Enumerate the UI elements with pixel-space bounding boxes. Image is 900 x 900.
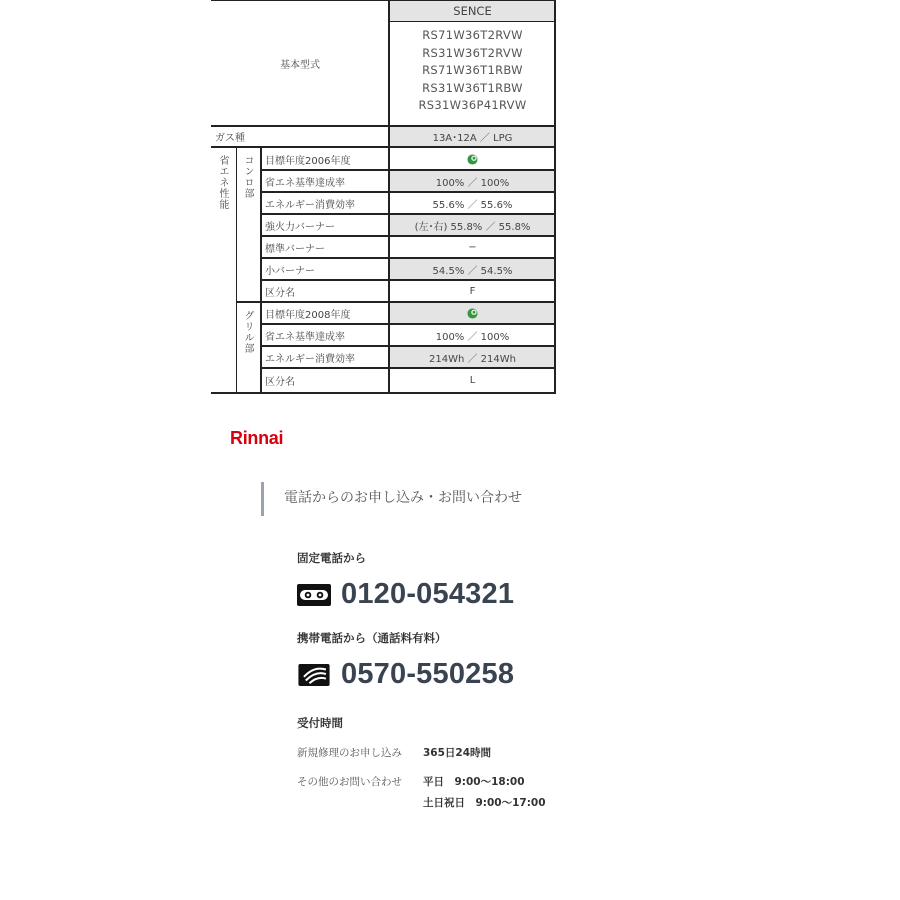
- model-item: RS71W36T2RVW: [422, 28, 523, 42]
- gas-type-value-text: 13A･12A ／ LPG: [432, 132, 513, 144]
- grill-row-label: エネルギー消費効率: [265, 353, 355, 365]
- gas-type-text: ガス種: [215, 132, 245, 144]
- basic-model-text: 基本型式: [280, 59, 320, 71]
- stove-row-value: −: [468, 241, 477, 253]
- stove-row-label: 標準バーナー: [265, 243, 325, 255]
- stove-row-label: エネルギー消費効率: [265, 199, 355, 211]
- freedial-icon: [297, 584, 331, 606]
- grill-row-value: [389, 302, 556, 324]
- mobile-phone[interactable]: [297, 658, 514, 691]
- energy-saving-label: 省エネ性能: [217, 155, 228, 210]
- hours-value: 平日 9:00～18:00: [423, 776, 525, 788]
- stove-section-label: コンロ部: [242, 155, 253, 199]
- landline-number[interactable]: 0120-054321: [341, 578, 515, 610]
- stove-row-value: 54.5% ／ 54.5%: [432, 265, 513, 277]
- model-list: [389, 27, 556, 115]
- stove-row-label: 省エネ基準達成率: [265, 177, 345, 189]
- stove-row-label: 目標年度2006年度: [265, 155, 351, 167]
- model-item: RS31W36T1RBW: [422, 80, 523, 95]
- hours-title: 受付時間: [297, 716, 343, 730]
- stove-row-value: [389, 148, 556, 170]
- basic-model-label: [211, 0, 389, 126]
- navi-dial-icon: [297, 664, 331, 686]
- gas-type-label: [211, 126, 389, 146]
- stove-row-value: 55.6% ／ 55.6%: [432, 199, 513, 211]
- landline-phone[interactable]: [297, 578, 514, 611]
- stove-row-value: 100% ／ 100%: [435, 177, 510, 189]
- spec-table: [211, 0, 556, 395]
- stove-row-value: (左･右) 55.8% ／ 55.8%: [414, 221, 531, 233]
- grill-row-label: 区分名: [265, 376, 295, 388]
- eco-mark-icon: [467, 154, 478, 165]
- grill-row-value: 214Wh ／ 214Wh: [429, 353, 516, 365]
- eco-mark-icon: [467, 308, 478, 319]
- stove-row-value: F: [469, 285, 476, 297]
- mobile-label: 携帯電話から（通話料有料）: [297, 631, 447, 645]
- stove-row-label: 強火力バーナー: [265, 221, 335, 233]
- stove-row-label: 区分名: [265, 287, 295, 299]
- model-item: RS31W36P41RVW: [418, 98, 527, 112]
- series-name: SENCE: [453, 3, 492, 18]
- hours-label: その他のお問い合わせ: [297, 776, 402, 788]
- contact-heading: 電話からのお申し込み・お問い合わせ: [284, 490, 522, 506]
- grill-row-label: 省エネ基準達成率: [265, 331, 345, 343]
- mobile-number[interactable]: 0570-550258: [341, 658, 515, 690]
- stove-row-label: 小バーナー: [265, 265, 315, 277]
- rinnai-logo: Rinnai: [230, 428, 284, 448]
- gas-type-value: [389, 126, 556, 146]
- grill-row-label: 目標年度2008年度: [265, 309, 351, 321]
- model-item: RS71W36T1RBW: [422, 63, 523, 77]
- series-header: [389, 0, 556, 21]
- grill-row-value: L: [469, 374, 476, 386]
- grill-row-value: 100% ／ 100%: [435, 331, 510, 343]
- hours-value: 土日祝日 9:00～17:00: [423, 797, 546, 809]
- model-item: RS31W36T2RVW: [422, 45, 523, 60]
- heading-accent-bar: [261, 482, 264, 516]
- hours-value: 365日24時間: [423, 747, 492, 759]
- landline-label: 固定電話から: [297, 551, 366, 565]
- hours-label: 新規修理のお申し込み: [297, 747, 402, 759]
- grill-section-label: グリル部: [242, 310, 253, 354]
